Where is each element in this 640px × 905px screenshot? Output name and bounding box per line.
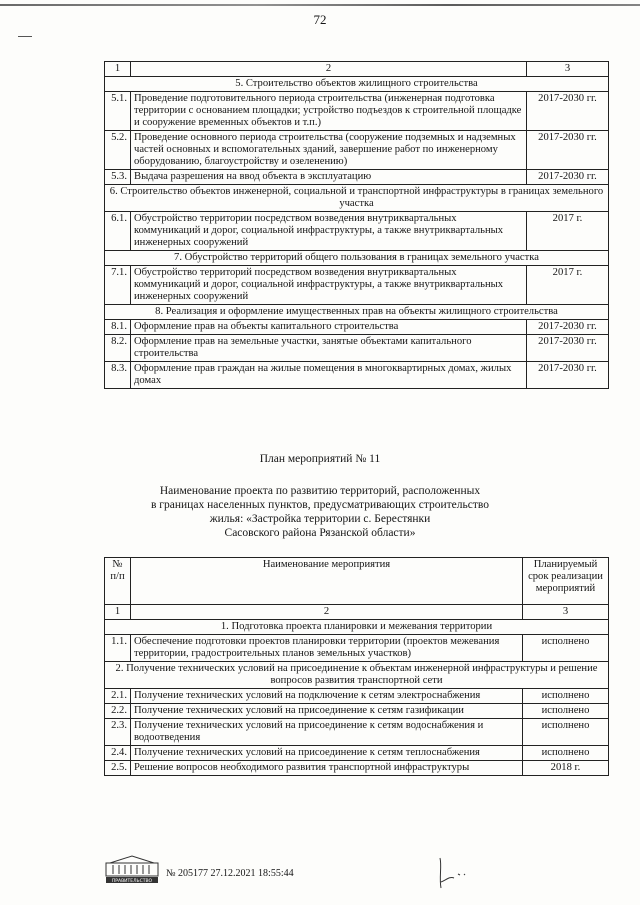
item-description: Обустройство территорий посредством возведения внутриквартальных коммуникаций и дорог, социальной инфраструктуры, а также внутриквартальных инженерных сооружений <box>131 266 527 305</box>
item-date: исполнено <box>523 704 609 719</box>
table-row <box>105 212 609 251</box>
item-description: Обеспечение подготовки проектов планировки территории (проектов межевания территории, градостроительных планов земельных участков) <box>131 635 523 662</box>
item-date: исполнено <box>523 746 609 761</box>
svg-text:ПРАВИТЕЛЬСТВО: ПРАВИТЕЛЬСТВО <box>111 879 153 884</box>
table-row <box>105 266 609 305</box>
header-term: Планируемый срок реализации мероприятий <box>523 558 609 605</box>
table-row <box>105 362 609 389</box>
table-row <box>105 170 609 185</box>
table-row <box>105 689 609 704</box>
item-number: 5.3. <box>105 170 131 185</box>
item-date: 2018 г. <box>523 761 609 776</box>
index-cell: 3 <box>523 605 609 620</box>
table-header-row <box>105 558 609 605</box>
item-number: 5.1. <box>105 92 131 131</box>
item-description: Оформление прав на земельные участки, занятые объектами капитального строительства <box>131 335 527 362</box>
scan-top-edge <box>0 4 640 6</box>
item-number: 2.3. <box>105 719 131 746</box>
table-index-row <box>105 605 609 620</box>
events-table-continued <box>104 61 609 389</box>
item-number: 7.1. <box>105 266 131 305</box>
item-date: 2017-2030 гг. <box>527 92 609 131</box>
item-date: исполнено <box>523 635 609 662</box>
index-cell: 3 <box>527 62 609 77</box>
table-row <box>105 92 609 131</box>
item-number: 2.4. <box>105 746 131 761</box>
item-description: Выдача разрешения на ввод объекта в эксплуатацию <box>131 170 527 185</box>
item-number: 2.1. <box>105 689 131 704</box>
plan-11-table <box>104 557 609 776</box>
item-description: Обустройство территории посредством возведения внутриквартальных коммуникаций и дорог, социальной инфраструктуры, а также внутриквартальных инженерных сооружений <box>131 212 527 251</box>
item-description: Проведение основного периода строительства (сооружение подземных и надземных частей основных и вспомогательных зданий, завершение работ по инженерному оборудованию, благоустройству и озеленению) <box>131 131 527 170</box>
item-date: исполнено <box>523 719 609 746</box>
section-row <box>105 620 609 635</box>
table-row <box>105 635 609 662</box>
index-cell: 2 <box>131 62 527 77</box>
table-index-row <box>105 62 609 77</box>
item-description: Получение технических условий на присоединение к сетям теплоснабжения <box>131 746 523 761</box>
item-number: 1.1. <box>105 635 131 662</box>
section-title: 6. Строительство объектов инженерной, социальной и транспортной инфраструктуры в границах земельного участка <box>105 185 609 212</box>
plan-title: План мероприятий № 11 <box>259 453 381 465</box>
item-description: Решение вопросов необходимого развития транспортной инфраструктуры <box>131 761 523 776</box>
page-number: 72 <box>313 12 327 27</box>
item-description: Оформление прав граждан на жилые помещения в многоквартирных домах, жилых домах <box>131 362 527 389</box>
index-cell: 2 <box>131 605 523 620</box>
index-cell: 1 <box>105 62 131 77</box>
item-number: 2.5. <box>105 761 131 776</box>
section-title: 8. Реализация и оформление имущественных прав на объекты жилищного строительства <box>105 305 609 320</box>
section-row <box>105 251 609 266</box>
item-date: 2017-2030 гг. <box>527 335 609 362</box>
section-title: 5. Строительство объектов жилищного строительства <box>105 77 609 92</box>
document-footer <box>104 852 604 892</box>
item-number: 2.2. <box>105 704 131 719</box>
section-title: 7. Обустройство территорий общего пользования в границах земельного участка <box>105 251 609 266</box>
table-row <box>105 746 609 761</box>
item-number: 8.3. <box>105 362 131 389</box>
section-row <box>105 185 609 212</box>
table-row <box>105 761 609 776</box>
table-row <box>105 704 609 719</box>
header-num: № п/п <box>105 558 131 605</box>
signature <box>434 852 494 892</box>
government-logo <box>104 854 160 884</box>
table-row <box>105 320 609 335</box>
item-number: 6.1. <box>105 212 131 251</box>
header-name: Наименование мероприятия <box>131 558 523 605</box>
section-title: 1. Подготовка проекта планировки и межевания территории <box>105 620 609 635</box>
table-row <box>105 131 609 170</box>
item-date: 2017-2030 гг. <box>527 362 609 389</box>
item-date: 2017 г. <box>527 266 609 305</box>
item-description: Оформление прав на объекты капитального строительства <box>131 320 527 335</box>
item-date: 2017 г. <box>527 212 609 251</box>
section-row <box>105 305 609 320</box>
item-number: 8.1. <box>105 320 131 335</box>
plan-subtitle-line: жилья: «Застройка территории с. Берестянки <box>209 513 431 525</box>
margin-mark <box>18 36 32 37</box>
registration-stamp: № 205177 27.12.2021 18:55:44 <box>166 868 294 879</box>
index-cell: 1 <box>105 605 131 620</box>
table-row <box>105 719 609 746</box>
table-row <box>105 335 609 362</box>
item-description: Получение технических условий на подключение к сетям электроснабжения <box>131 689 523 704</box>
item-number: 8.2. <box>105 335 131 362</box>
item-description: Проведение подготовительного периода строительства (инженерная подготовка территории с основанием площадки; устройство подъездов к строительной площадке и сооружение временных объектов и т.п.) <box>131 92 527 131</box>
plan-subtitle-line: Наименование проекта по развитию территорий, расположенных <box>159 485 481 497</box>
item-date: 2017-2030 гг. <box>527 170 609 185</box>
plan-subtitle-line: Сасовского района Рязанской области» <box>224 527 416 539</box>
item-description: Получение технических условий на присоединение к сетям водоснабжения и водоотведения <box>131 719 523 746</box>
section-row <box>105 77 609 92</box>
item-date: 2017-2030 гг. <box>527 131 609 170</box>
item-date: 2017-2030 гг. <box>527 320 609 335</box>
item-number: 5.2. <box>105 131 131 170</box>
item-description: Получение технических условий на присоединение к сетям газификации <box>131 704 523 719</box>
plan-subtitle-line: в границах населенных пунктов, предусматривающих строительство <box>151 499 489 511</box>
section-row <box>105 662 609 689</box>
section-title: 2. Получение технических условий на присоединение к объектам инженерной инфраструктуры и решение вопросов развития транспортной сети <box>105 662 609 689</box>
item-date: исполнено <box>523 689 609 704</box>
